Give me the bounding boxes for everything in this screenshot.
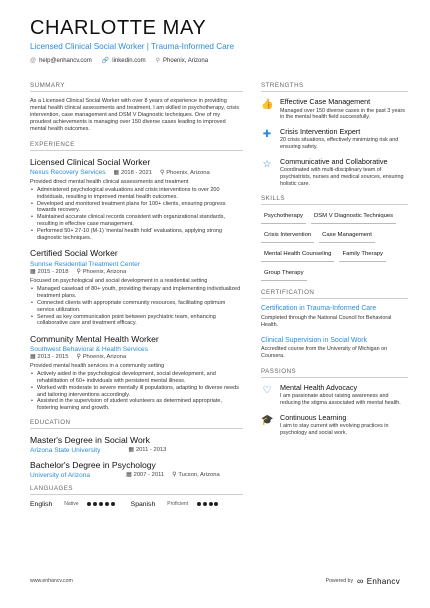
education-section — [30, 419, 243, 479]
skill-tag: DSM V Diagnostic Techniques — [311, 211, 396, 224]
job-bullet: • Worked with moderate to severe mentally ill populations, adapting to diverse needs and tailoring interventions accordingly. — [30, 385, 243, 399]
strength-title: Communicative and Collaborative — [280, 156, 388, 166]
calendar-icon: ▦ — [30, 354, 36, 361]
powered-by-label: Powered by — [325, 578, 354, 584]
rating-dot — [214, 502, 218, 506]
rating-dot — [209, 502, 213, 506]
strengths-section — [261, 82, 408, 187]
job-bullet: • Developed and monitored treatment plans for 100+ clients, ensuring progress towards recovery. — [30, 201, 243, 215]
job-dates — [114, 170, 152, 176]
link-icon: 🔗 — [101, 58, 110, 64]
job-title: Certified Social Worker — [30, 248, 118, 259]
location-icon: ⚲ — [76, 269, 81, 276]
job-dates-text: 2013 - 2015 — [37, 354, 69, 361]
education-entry — [30, 435, 243, 454]
strengths-heading: STRENGTHS — [261, 82, 408, 92]
job-bullets — [30, 187, 243, 241]
certification-heading: CERTIFICATION — [261, 289, 408, 299]
education-location — [172, 472, 220, 478]
job-title: Licensed Clinical Social Worker — [30, 157, 151, 167]
strength-desc: 20 crisis situations, effectively minimizing risk and ensuring safety. — [280, 137, 399, 151]
job-company: Nexus Recovery Services — [30, 169, 106, 176]
skills-section — [261, 195, 408, 281]
passion-title: Mental Health Advocacy — [280, 382, 358, 392]
footer-site-link[interactable]: www.enhancv.com — [30, 578, 73, 584]
education-dates-text: 2007 - 2011 — [133, 472, 165, 479]
language-rating — [197, 502, 218, 506]
certification-title: Certification in Trauma-Informed Care — [261, 305, 377, 313]
contact-linkedin-text: linkedin.com — [112, 57, 146, 64]
passion-title: Continuous Learning — [280, 412, 347, 422]
degree-title: Bachelor's Degree in Psychology — [30, 459, 156, 470]
star-icon: ☆ — [262, 158, 272, 170]
certification-item — [261, 337, 408, 360]
language-name: Spanish — [130, 500, 156, 508]
language-name: English — [30, 500, 53, 508]
job-meta — [30, 269, 243, 275]
job-entry — [30, 157, 243, 241]
experience-section — [30, 141, 243, 412]
job-dates-text: 2018 - 2021 — [120, 169, 152, 176]
job-bullets — [30, 286, 243, 327]
job-description: Provided mental health services in a community setting — [30, 363, 165, 370]
job-meta — [30, 354, 243, 360]
contact-location-text: Phoenix, Arizona — [163, 57, 209, 64]
passions-heading: PASSIONS — [261, 368, 408, 378]
resume-header — [30, 17, 410, 64]
skill-tag: Mental Health Counseling — [261, 249, 334, 262]
strength-item — [261, 128, 408, 151]
job-bullet: • Maintained accurate clinical records consistent with organizational standards, resulting in effective case management. — [30, 214, 243, 228]
job-entry — [30, 334, 243, 412]
languages-row — [30, 501, 243, 508]
language-level: Proficient — [167, 501, 189, 508]
strength-title: Effective Case Management — [280, 97, 371, 106]
language-level: Native — [64, 501, 79, 508]
education-location-text: Tucson, Arizona — [178, 472, 220, 479]
thumbs-up-icon: 👍 — [261, 99, 274, 110]
left-column — [30, 82, 243, 508]
job-dates — [30, 354, 68, 360]
contact-email-text: help@enhancv.com — [39, 57, 92, 64]
enhancv-logo-icon: ∞ — [357, 576, 364, 586]
job-description: Focused on psychological and social development in a residential setting — [30, 278, 208, 285]
candidate-headline: Licensed Clinical Social Worker | Trauma-Informed Care — [30, 42, 235, 51]
education-entry — [30, 460, 243, 479]
skill-tag: Crisis Intervention — [261, 230, 314, 243]
contact-row — [30, 57, 410, 64]
summary-text: As a Licensed Clinical Social Worker with over 8 years of experience in providing mental health clinical assessments and treatment, I am skilled in psychotherapy, crisis intervention, case management and DSM V Diagnostic techniques. One of my proudest achievements is managing over 150 diverse cases leading to improved mental health outcomes. — [30, 98, 239, 132]
location-icon: ⚲ — [76, 354, 81, 361]
job-description: Provided direct mental health clinical assessments and treatment — [30, 179, 189, 185]
job-company: Southwest Behavioral & Health Services — [30, 346, 149, 354]
contact-email[interactable] — [30, 58, 92, 64]
education-meta — [30, 472, 243, 479]
job-bullet: • Administered psychological evaluations and crisis interventions to over 200 individuals, resulting in improved mental health outcomes. — [30, 187, 243, 201]
job-entry — [30, 248, 243, 327]
job-bullets — [30, 371, 243, 412]
certification-item — [261, 305, 408, 328]
education-dates — [126, 472, 164, 478]
education-meta — [30, 447, 243, 454]
calendar-icon: ▦ — [126, 472, 132, 479]
skill-tag: Case Management — [319, 230, 375, 243]
strength-item — [261, 158, 408, 188]
calendar-icon: ▦ — [128, 447, 134, 454]
passion-desc: I am passionate about raising awareness and reducing the stigma associated with mental health. — [280, 393, 401, 406]
job-bullet: • Performed 50+ 27-10 (M-1) 'mental health hold' evaluations, applying strong diagnostic techniques. — [30, 228, 243, 242]
calendar-icon: ▦ — [30, 269, 36, 276]
candidate-name: CHARLOTTE MAY — [30, 17, 207, 39]
job-location-text: Phoenix, Arizona — [82, 354, 127, 361]
languages-heading: LANGUAGES — [30, 485, 243, 495]
passion-item — [261, 384, 408, 407]
school-name: Arizona State University — [30, 446, 101, 454]
passions-section — [261, 368, 408, 437]
job-bullet: • Assisted in the supervision of student volunteers as determined appropriate, fostering learning and growth. — [30, 398, 243, 412]
strength-title: Crisis Intervention Expert — [280, 126, 361, 136]
strength-desc: Managed over 150 diverse cases in the past 3 years in the mental health field successfully. — [280, 107, 405, 121]
skills-list — [261, 211, 408, 281]
contact-location — [156, 57, 208, 64]
education-heading: EDUCATION — [30, 419, 243, 429]
certification-section — [261, 289, 408, 359]
certification-desc: Accredited course from the University of Michigan on Coursera. — [261, 346, 388, 359]
job-dates — [30, 269, 68, 275]
powered-by — [326, 576, 400, 586]
strength-desc: Coordinated with multi-disciplinary team of psychiatrists, nurses and medical sources, ensuring holistic care. — [280, 167, 404, 187]
rating-dot — [105, 502, 109, 506]
job-location-text: Phoenix, Arizona — [166, 169, 210, 176]
degree-title: Master's Degree in Social Work — [30, 434, 150, 445]
job-meta — [30, 169, 243, 176]
at-icon: @ — [30, 57, 37, 64]
job-title: Community Mental Health Worker — [30, 334, 159, 345]
location-icon: ⚲ — [155, 58, 161, 64]
skill-tag: Group Therapy — [261, 268, 307, 281]
brand-name: Enhancv — [366, 576, 400, 586]
job-bullet: • Managed caseload of 80+ youth, providing therapy and implementing individualized treatment plans. — [30, 286, 243, 300]
summary-section — [30, 82, 243, 133]
experience-heading: EXPERIENCE — [30, 141, 243, 151]
language-rating — [87, 502, 114, 506]
mortarboard-icon: 🎓 — [261, 414, 274, 426]
job-bullet: • Connected clients with appropriate community resources, facilitating optimum service utilization. — [30, 300, 243, 314]
rating-dot — [87, 502, 91, 506]
skill-tag: Psychotherapy — [261, 211, 306, 224]
job-location-text: Phoenix, Arizona — [82, 269, 127, 276]
passion-desc: I aim to stay current with evolving practices in psychology and social work. — [280, 423, 389, 436]
rating-dot — [197, 502, 201, 506]
education-dates-text: 2011 - 2013 — [135, 447, 167, 454]
strength-item — [261, 98, 408, 121]
certification-desc: Completed through the National Council for Behavioral Health. — [261, 314, 392, 328]
rating-dot — [111, 502, 115, 506]
location-icon: ⚲ — [172, 472, 177, 479]
medical-cross-icon: ✚ — [262, 128, 272, 140]
rating-dot — [203, 502, 207, 506]
brand-logo[interactable] — [357, 576, 400, 586]
job-location — [160, 170, 210, 176]
skill-tag: Family Therapy — [339, 249, 385, 262]
heart-icon: ♡ — [262, 384, 272, 396]
certification-title: Clinical Supervision in Social Work — [261, 336, 367, 344]
job-location — [76, 354, 126, 360]
summary-heading: SUMMARY — [30, 82, 243, 92]
right-column — [261, 82, 408, 443]
location-icon: ⚲ — [159, 169, 165, 176]
skills-heading: SKILLS — [261, 195, 408, 205]
school-name: University of Arizona — [30, 471, 91, 479]
job-dates-text: 2015 - 2018 — [37, 269, 69, 276]
education-dates — [128, 447, 166, 453]
rating-dot — [93, 502, 97, 506]
job-company: Sunrise Residential Treatment Center — [30, 261, 140, 269]
job-bullet: • Actively aided in the psychological development, social development, and rehabilitation of 60+ individuals with persistent mental illness. — [30, 371, 243, 385]
rating-dot — [99, 502, 103, 506]
job-bullet: • Served as key communication point between psychiatric team, enhancing collaborative care and treatment efficacy. — [30, 314, 243, 328]
page-footer — [30, 576, 400, 586]
contact-linkedin[interactable] — [102, 57, 146, 64]
calendar-icon: ▦ — [113, 169, 119, 176]
languages-section — [30, 485, 243, 508]
job-location — [76, 269, 126, 275]
passion-item — [261, 414, 408, 437]
